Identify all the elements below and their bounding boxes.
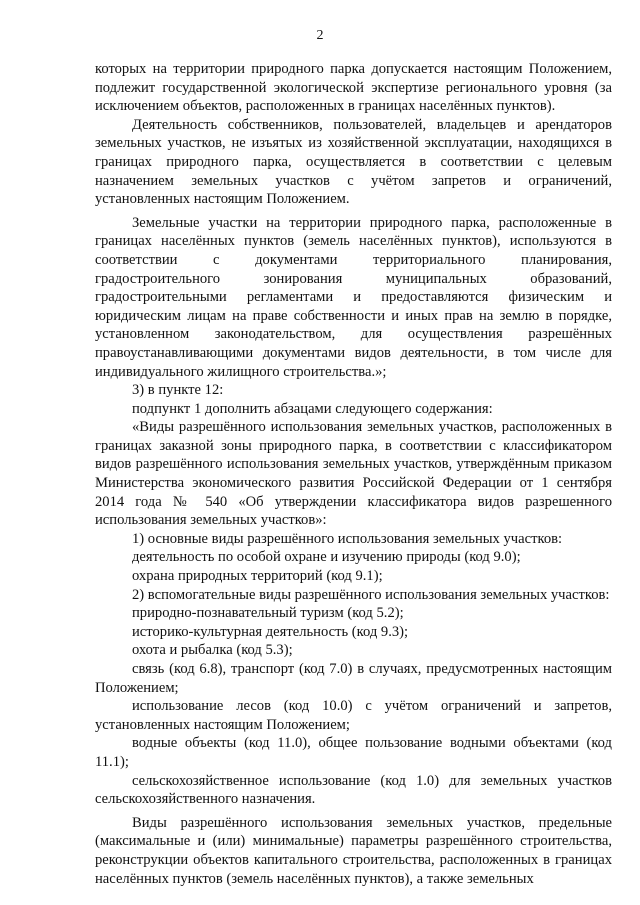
list-item: сельскохозяйственное использование (код 1.0) для земельных участков сельскохозяйственного назначения. [95, 772, 612, 808]
list-item: охрана природных территорий (код 9.1); [132, 568, 383, 585]
paragraph: «Виды разрешённого использования земельных участков, расположенных в границах заказной зоны природного парка, в соответствии с классификатором видов разрешённого использования земельных участков, утверждённым приказом Министерства экономического развития Российской Федерации от 1 сентября 2014 года № 540 «Об утверждении классификатора видов разрешенного использования земельных участков»: [95, 419, 612, 529]
list-item: 2) вспомогательные виды разрешённого использования земельных участков: [132, 586, 610, 603]
paragraph: Виды разрешённого использования земельных участков, предельные (максимальные и (или) минимальные) параметры разрешённого строительства, реконструкции объектов капитального строительства, расположенных в границах населённых пунктов (земель населённых пунктов), а также земельных [95, 814, 612, 887]
list-item: использование лесов (код 10.0) с учётом ограничений и запретов, установленных настоящим Положением; [95, 698, 612, 733]
paragraph: Деятельность собственников, пользователей, владельцев и арендаторов земельных участков, не изъятых из хозяйственной эксплуатации, находящихся в границах природного парка, осуществляется в соответствии с целевым назначением земельных участков с учётом запретов и ограничений, установленных настоящим Положением. [95, 116, 612, 208]
list-item: историко-культурная деятельность (код 9.3); [132, 623, 409, 640]
page-number: 2 [316, 28, 324, 43]
list-item: 3) в пункте 12: [132, 382, 224, 399]
document-body [95, 60, 612, 888]
list-item: деятельность по особой охране и изучению природы (код 9.0); [132, 549, 521, 566]
paragraph: Земельные участки на территории природного парка, расположенные в границах населённых пунктов (земель населённых пунктов), используются в соответствии с документами территориального планирования, градостроительного зонирования муниципальных образований, градостроительными регламентами и предоставляются физическим и юридическим лицам на праве собственности и иных прав на землю в порядке, установленном законодательством, для осуществления разрешённых правоустанавливающими документами видов деятельности, в том числе для индивидуального жилищного строительства.»; [95, 214, 612, 380]
list-item: 1) основные виды разрешённого использования земельных участков: [132, 530, 563, 547]
list-item: охота и рыбалка (код 5.3); [132, 642, 293, 659]
paragraph: которых на территории природного парка допускается настоящим Положением, подлежит государственной экологической экспертизе регионального уровня (за исключением объектов, расположенных в границах населённых пунктов). [95, 61, 612, 115]
list-item: водные объекты (код 11.0), общее пользование водными объектами (код 11.1); [95, 735, 612, 770]
paragraph: подпункт 1 дополнить абзацами следующего содержания: [132, 400, 493, 417]
list-item: природно-познавательный туризм (код 5.2); [132, 605, 404, 622]
list-item: связь (код 6.8), транспорт (код 7.0) в случаях, предусмотренных настоящим Положением; [95, 661, 612, 696]
